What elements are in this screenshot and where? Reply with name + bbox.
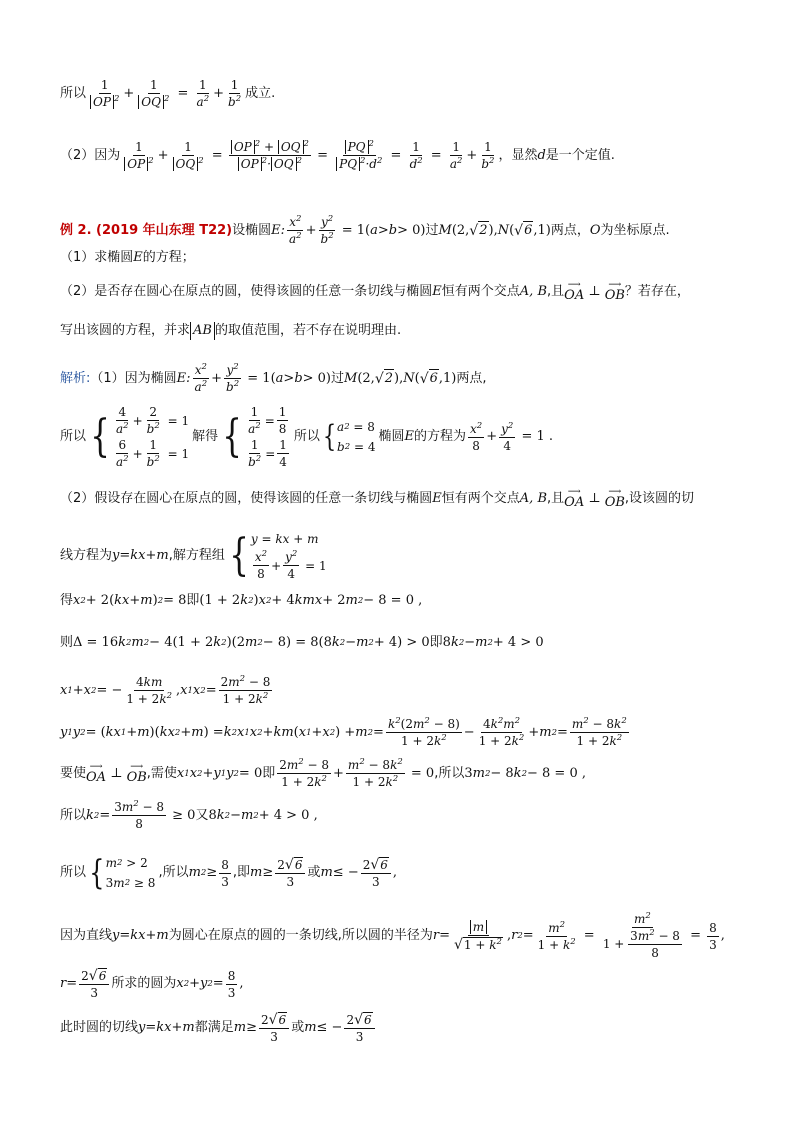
text: ,解方程组 <box>168 547 225 563</box>
fraction: $\frac{1}{OQ ^2}$ <box>171 140 206 171</box>
text: ,所以 <box>434 765 465 781</box>
tangent-line-system: 线方程为 y = kx + m ,解方程组 { y = kx + m $\frac{x^2}{8}$ + $\frac{y^2}{4}$ = 1 <box>60 529 327 581</box>
solution-1: 解析: （1）因为椭圆 E: $\frac{x^2}{a^2}$ + $\frac{y^2}{b^2}$ = 1( a > b > 0) 过 M (2, √ 2 ), N ( √ 6 ,1) 两点, <box>60 362 487 394</box>
text: ,所以 <box>158 865 189 880</box>
solution-label: 解析: <box>60 370 91 386</box>
text: （2）因为 <box>60 147 121 163</box>
fraction: $\frac{PQ ^2}{PQ ^2\cdot d^2}$ <box>334 140 384 171</box>
equation-line-4: y 1 y 2 = ( kx 1 + m )( kx 2 + m ) = k 2 x 1 x 2 + km ( x 1 + x 2 ) + m 2 = $\frac{k^2(2m^2 - 8)}{1 + 2k^2}$ − $\frac{4k^2m^2}{1 + 2k^2}$ + m 2 = $\frac{m^2 - 8k^2}{1 + 2k^2}$ <box>60 716 627 748</box>
text: 恒有两个交点 <box>441 283 520 299</box>
equation-line-1: 得 x 2 + 2( kx + m ) 2 = 8 即 (1 + 2 k 2 ) x 2 + 4 kmx + 2 m 2 − 8 = 0 , <box>60 593 423 608</box>
fraction: $\frac{1}{OP ^2}$ <box>122 140 155 171</box>
text: 即 <box>429 635 443 650</box>
text: 为圆心在原点的圆的一条切线,所以圆的半径为 <box>168 928 433 943</box>
text: （2）是否存在圆心在原点的圆，使得该圆的任意一条切线与椭圆 <box>60 283 433 299</box>
fraction: $\frac{1}{OQ ^2}$ <box>136 78 171 109</box>
text: 线方程为 <box>60 547 113 563</box>
fraction: $\frac{1}{d^2}$ <box>409 140 423 171</box>
question-2-cont: 写出该圆的方程，并求 AB 的取值范围，若不存在说明理由. <box>60 323 402 338</box>
text: 两点, <box>456 370 487 386</box>
text: ,需使 <box>146 765 177 781</box>
text: 所以 <box>60 429 87 444</box>
text: 所以 <box>293 429 320 444</box>
text: 又 <box>195 807 209 823</box>
question-2: （2）是否存在圆心在原点的圆，使得该圆的任意一条切线与椭圆 E 恒有两个交点 A, B ,且 ⟶ OA ⊥ ⟶ OB ？若存在， <box>60 280 690 303</box>
solution-2: （2）假设存在圆心在原点的圆，使得该圆的任意一条切线与椭圆 E 恒有两个交点 A, B ,且 ⟶ OA ⊥ ⟶ OB ,设该圆的切 <box>60 487 695 510</box>
equation-line-9: r = 2 √ 6 3 所求的圆为 x 2 + y 2 = $\frac{8}{3}$ , <box>60 968 244 1000</box>
text: 的取值范围，若不存在说明理由. <box>214 323 402 338</box>
text: （1）求椭圆 <box>60 250 134 265</box>
text: 要使 <box>60 765 87 781</box>
line-2: （2）因为 $\frac{1}{OP ^2}$ + $\frac{1}{OQ ^2}$ = $\frac{OP ^2 + OQ ^2}{OP ^2\cdot OQ ^2}$ = $\frac{PQ ^2}{PQ ^2\cdot d^2}$ = $\frac{1}{d^2}$ = $\frac{1}{a^2}$ + $\frac{1}{b^2}$ ，显然 d 是一个定值. <box>60 139 615 171</box>
text: （2）假设存在圆心在原点的圆，使得该圆的任意一条切线与椭圆 <box>60 490 433 506</box>
text: 即 <box>262 765 276 781</box>
text: 恒有两个交点 <box>441 490 520 506</box>
text: ,且 <box>547 490 565 506</box>
text: 都满足 <box>194 1020 234 1035</box>
text: 此时圆的切线 <box>60 1020 139 1035</box>
text: 是一个定值. <box>545 147 615 163</box>
fraction: $\frac{1}{a^2}$ <box>449 140 463 171</box>
line-1: 所以 $\frac{1}{OP ^2}$ + $\frac{1}{OQ ^2}$ = $\frac{1}{a^2}$ + $\frac{1}{b^2}$ 成立. <box>60 78 276 109</box>
text: ,设该圆的切 <box>624 490 695 506</box>
text: 为坐标原点. <box>600 222 670 238</box>
text: 的方程为 <box>413 429 466 444</box>
text: 即 <box>186 593 200 608</box>
text: 的方程； <box>142 250 195 265</box>
fraction: $\frac{OP ^2 + OQ ^2}{OP ^2\cdot OQ ^2}$ <box>229 140 311 171</box>
text: 写出该圆的方程，并求 <box>60 323 191 338</box>
text: ,且 <box>547 283 565 299</box>
text: 过 <box>425 222 439 238</box>
equation-line-10: 此时圆的切线 y = kx + m 都满足 m ≥ 2 √ 6 3 或 m ≤ − 2 √ 6 3 <box>60 1012 377 1044</box>
text: 或 <box>307 865 321 880</box>
fraction: $\frac{1}{OP ^2}$ <box>88 78 121 109</box>
example-label: 例 2. (2019 年山东理 T22) <box>60 222 233 238</box>
text: 两点， <box>550 222 590 238</box>
equation-line-2: 则 Δ = 16 k 2 m 2 − 4(1 + 2 k 2 )(2 m 2 − 8) = 8(8 k 2 − m 2 + 4) > 0 即 8 k 2 − m 2 + 4 > 0 <box>60 635 544 650</box>
text: 所以 <box>60 865 87 880</box>
fraction: $\frac{1}{b^2}$ <box>481 140 495 171</box>
text: ，显然 <box>498 147 538 163</box>
question-1: （1）求椭圆 E 的方程； <box>60 250 195 265</box>
fraction: $\frac{1}{a^2}$ <box>196 78 210 109</box>
equation-line-3: x 1 + x 2 = − $\frac{4km}{1 + 2k^2}$ , x 1 x 2 = $\frac{2m^2 - 8}{1 + 2k^2}$ <box>60 674 271 706</box>
math-var: d <box>537 147 546 163</box>
text: 则 <box>60 635 74 650</box>
text: 得 <box>60 593 74 608</box>
text: 成立. <box>245 85 276 101</box>
text: 所以 <box>60 807 87 823</box>
text: （1）因为椭圆 <box>90 370 177 386</box>
equation-line-8: 因为直线 y = kx + m 为圆心在原点的圆的一条切线,所以圆的半径为 r = m √ $1 + k^2$ , r 2 = $\frac{m^2}{1 + k^2}$ = $m^2$ 1 + $\frac{3m^2 - 8}{8}$ = $\frac{8}{3}$ , <box>60 911 725 960</box>
text: 所以 <box>60 85 87 101</box>
text: 所求的圆为 <box>111 976 177 991</box>
equation-line-5: 要使 ⟶ OA ⊥ ⟶ OB ,需使 x 1 x 2 + y 1 y 2 = 0 即 $\frac{2m^2 - 8}{1 + 2k^2}$ + $\frac{m^2 - 8k^2}{1 + 2k^2}$ = 0 ,所以 3 m 2 − 8 k 2 − 8 = 0 , <box>60 757 586 789</box>
equation-line-6: 所以 k 2 = $\frac{3m^2 - 8}{8}$ ≥ 0 又 8 k 2 − m 2 + 4 > 0 , <box>60 799 318 831</box>
text: 过 <box>331 370 345 386</box>
text: ？若存在， <box>624 283 690 299</box>
equation-line-7: 所以 { m 2 > 2 3 m 2 ≥ 8 ,所以 m 2 ≥ $\frac{8}{3}$ ,即 m ≥ 2 √ 6 3 或 m ≤ − 2 √ 6 3 , <box>60 853 398 893</box>
text: 设椭圆 <box>232 222 272 238</box>
solution-system: 所以 { $\frac{4}{a^2}$ + $\frac{2}{b^2}$ = 1 $\frac{6}{a^2}$ + $\frac{1}{b^2}$ = 1 解得 { $\frac{1}{a^2}$ = $\frac{1}{8}$ $\frac{1}{b^2}$ = $\frac{1}{4}$ 所以 { a 2 = 8 b 2 = 4 椭圆 E 的方程为 $\frac{x^2}{8}$ + $\frac{y^2}{4}$ = 1 . <box>60 405 554 469</box>
text: 解得 <box>192 429 219 444</box>
text: 因为直线 <box>60 928 113 943</box>
example-2-heading: 例 2. (2019 年山东理 T22) 设椭圆 E: $\frac{x^2}{a^2}$ + $\frac{y^2}{b^2}$ = 1( a > b > 0) 过 M (2, √ 2 ), N ( √ 6 ,1) 两点， O 为坐标原点. <box>60 214 670 246</box>
text: ,即 <box>232 865 251 880</box>
fraction: $\frac{1}{b^2}$ <box>228 78 242 109</box>
text: 椭圆 <box>378 429 405 444</box>
text: 或 <box>291 1020 305 1035</box>
